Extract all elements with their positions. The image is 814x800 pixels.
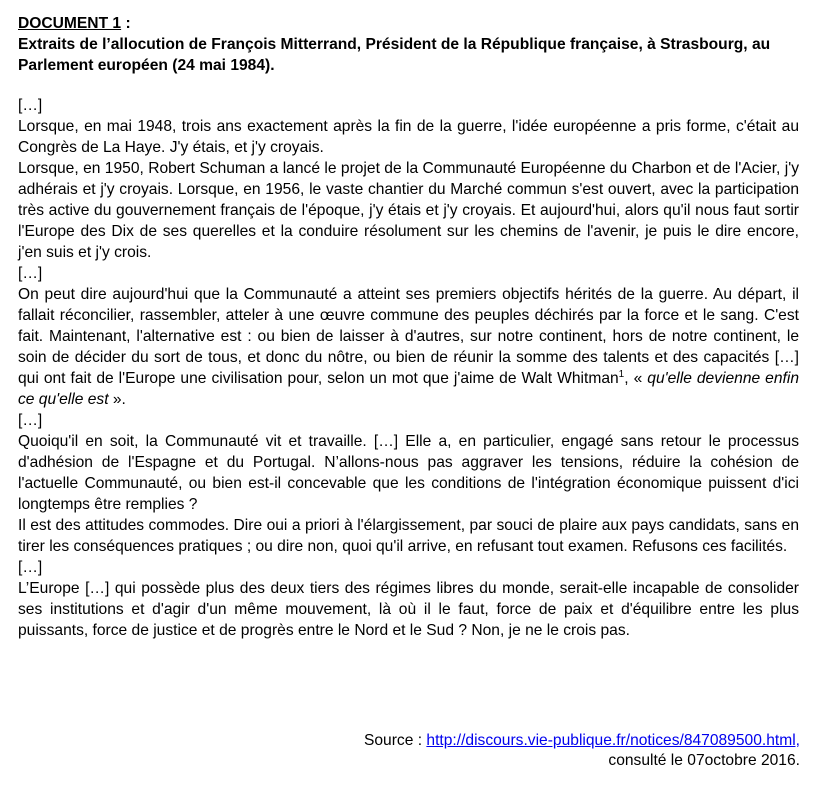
- source-citation: Source : http://discours.vie-publique.fr/notices/847089500.html, consulté le 07octobre 2016.: [363, 732, 800, 769]
- consulted-date: consulté le 07octobre 2016.: [608, 752, 800, 769]
- ellipsis: […]: [18, 97, 43, 114]
- ellipsis: […]: [18, 559, 43, 576]
- paragraph-2: Lorsque, en 1950, Robert Schuman a lancé le projet de la Communauté Européenne du Charbon et de l'Acier, j'y adhérais et j'y croyais. Lorsque, en 1956, le vaste chantier du Marché commun s'est ouvert, avec la participation très active du gouvernement français de l'époque, j'y étais et j'y croyais. Et aujourd'hui, alors qu'il nous faut sortir l'Europe des Dix de ses querelles et la conduire résolument sur les chemins de l'avenir, je puis le dire encore, j'en suis et j'y crois.: [18, 160, 799, 261]
- document-title: Extraits de l’allocution de François Mitterrand, Président de la République française, à Strasbourg, au Parlement européen (24 mai 1984).: [18, 36, 771, 74]
- paragraph-1: Lorsque, en mai 1948, trois ans exactement après la fin de la guerre, l'idée européenne a pris forme, c'était au Congrès de La Haye. J'y étais, et j'y croyais.: [18, 118, 799, 156]
- ellipsis: […]: [18, 412, 43, 429]
- paragraph-6: L’Europe […] qui possède plus des deux tiers des régimes libres du monde, serait-elle incapable de consolider ses institutions et d'agir d'un même mouvement, là où il le faut, force de paix et d'équilibre entre les plus puissants, force de justice et de progrès entre le Nord et le Sud ? Non, je ne le crois pas.: [18, 580, 799, 639]
- ellipsis: […]: [18, 265, 43, 282]
- document: [18, 14, 799, 641]
- paragraph-3: On peut dire aujourd'hui que la Communauté a atteint ses premiers objectifs hérités de la guerre. Au départ, il fallait réconcilier, rassembler, atteler à une œuvre commune des peuples déchirés par la force et le sang. C'est fait. Maintenant, l'alternative est : ou bien de laisser à d'autres, sur notre continent, hors de notre continent, le soin de décider du sort de tous, et donc du nôtre, ou bien de réunir la somme des talents et des capacités […] qui ont fait de l'Europe une civilisation pour, selon un mot que j'aime de Walt Whitman$^1$, « qu'elle devienne enfin ce qu'elle est ».: [18, 286, 799, 408]
- document-label: DOCUMENT 1 :: [18, 15, 131, 32]
- footnote-marker: 1: [618, 369, 625, 380]
- paragraph-4: Quoiqu'il en soit, la Communauté vit et travaille. […] Elle a, en particulier, engagé sans retour le processus d'adhésion de l'Espagne et du Portugal. N’allons-nous pas aggraver les tensions, réduire la cohésion de l'actuelle Communauté, ou bien est-il concevable que les conditions de l'intégration économique puissent d'ici longtemps être remplies ?: [18, 433, 799, 513]
- paragraph-5: Il est des attitudes commodes. Dire oui a priori à l'élargissement, par souci de plaire aux pays candidats, sans en tirer les conséquences pratiques ; ou dire non, quoi qu'il arrive, en refusant tout examen. Refusons ces facilités.: [18, 517, 799, 555]
- source-link[interactable]: http://discours.vie-publique.fr/notices/847089500.html,: [426, 732, 800, 749]
- whitman-quote: qu'elle devienne enfin ce qu'elle est: [18, 370, 799, 408]
